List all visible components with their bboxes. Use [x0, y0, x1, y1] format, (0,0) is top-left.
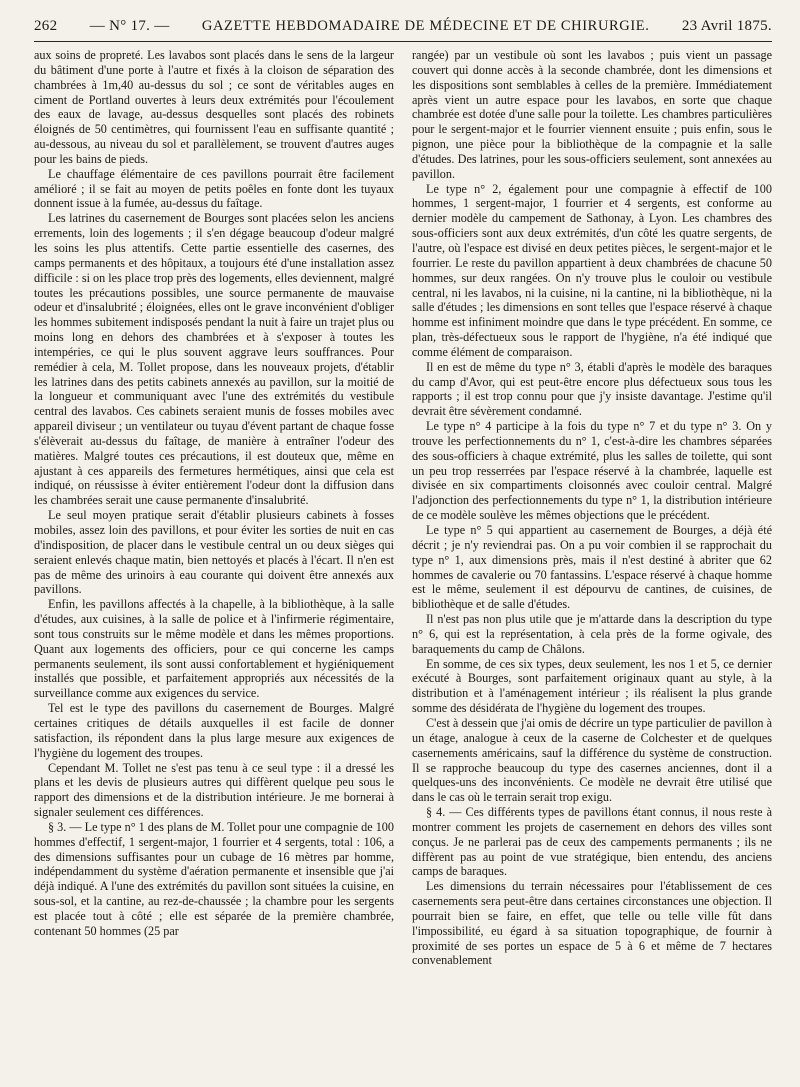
paragraph: Le type n° 5 qui appartient au casernement de Bourges, a déjà été décrit ; je n'y reviendrai pas. On a pu voir combien il se rapprochait du type n° 1, aux dimensions près, mais il n'est destiné à abriter que 62 hommes de cavalerie ou 70 fantassins. L'espace réservé à chaque homme est le même, seulement il est dépourvu de cantines, de cuisines, de bibliothèque et de salle d'études. — [412, 523, 772, 612]
paragraph: Le chauffage élémentaire de ces pavillons pourrait être facilement amélioré ; il se fait au moyen de petits poêles en fonte dont les tuyaux donnent issue à la fumée, au-dessus du faîtage. — [34, 166, 394, 211]
paragraph: Le type n° 2, également pour une compagnie à effectif de 100 hommes, 1 sergent-major, 1 fourrier et 4 sergents, est conforme au dernier modèle du campement de Sathonay, à Lyon. Les chambres des sous-officiers sont aux deux extrémités, d'un côté les quatre sergents, de l'autre, où l'espace est divisé en deux petites pièces, le sergent-major et le fourrier. Le reste du pavillon appartient à deux chambrées de chacune 50 hommes, sur deux rangées. On n'y trouve plus le couloir ou vestibule central, ni les lavabos, ni la cuisine, ni la cantine, ni la bibliothèque, ni la salle d'études ; les dimensions en sont telles que l'espace réservé à chaque homme est infiniment moindre que dans le type précédent. En somme, ce plan, très-défectueux sous le rapport de l'hygiène, n'a été indiqué que comme élément de comparaison. — [412, 181, 772, 359]
paragraph: Le seul moyen pratique serait d'établir plusieurs cabinets à fosses mobiles, assez loin des pavillons, et pour éviter les sorties de nuit en cas d'indisposition, de placer dans le vestibule central un ou deux sièges qui seraient enlevés chaque matin, bien nettoyés et placés à l'écart. Il n'en est pas de même des urinoirs à eau courante qui doivent être annexés aux pavillons. — [34, 508, 394, 597]
paragraph: Les dimensions du terrain nécessaires pour l'établissement de ces casernements sera peut-être dans certaines circonstances une objection. Il pourrait bien se faire, en effet, que telle ou telle ville fût dans l'impossibilité, eu égard à sa situation topographique, de fournir à proximité de ses portes un espace de 5 à 6 et même de 7 hectares convenablement — [412, 879, 772, 968]
paragraph: § 4. — Ces différents types de pavillons étant connus, il nous reste à montrer comment les projets de casernement en dehors des villes sont conçus. Je ne parlerai pas de ceux des campements permanents ; ils ne diffèrent pas au point de vue stratégique, bien entendu, des anciens camps de baraques. — [412, 805, 772, 879]
right-column — [412, 48, 772, 1078]
paragraph: En somme, de ces six types, deux seulement, les nos 1 et 5, ce dernier exécuté à Bourges, sont parfaitement originaux quant au style, à la distribution et à l'aménagement intérieur ; ils réalisent la plus grande somme des désidérata de l'hygiène du logement des troupes. — [412, 656, 772, 716]
page-header — [34, 18, 772, 42]
issue-date: 23 Avril 1875. — [681, 18, 772, 34]
text-columns — [34, 48, 772, 1078]
paragraph: aux soins de propreté. Les lavabos sont placés dans le sens de la largeur du bâtiment d'une porte à l'autre et fixés à la cloison de séparation des chambrées à 1m,40 au-dessus du sol ; ce sont de véritables auges en ciment de Portland ouvertes à leurs deux extrémités pour l'écoulement des eaux de lavage, au-dessus desquelles sont placés des robinets éloignés de 50 centimètres, qui fournissent l'eau en suffisante quantité ; au-dessous, au niveau du sol et parallèlement, se trouvent d'autres auges pour les bains de pieds. — [34, 48, 394, 166]
paragraph: C'est à dessein que j'ai omis de décrire un type particulier de pavillon à un étage, analogue à ceux de la caserne de Colchester et de quelques casernements américains, sauf la différence du système de construction. Il se rapproche beaucoup du type des casernes anciennes, dont il a quelques-uns des inconvénients. Ce modèle ne devrait être utilisé que dans le cas où le terrain serait trop exigu. — [412, 715, 772, 805]
paragraph: § 3. — Le type n° 1 des plans de M. Tollet pour une compagnie de 100 hommes d'effectif, 1 sergent-major, 1 fourrier et 4 sergents, total : 106, a des dimensions suffisantes pour un cubage de 16 mètres par homme, indépendamment du système d'aération permanente et insensible que j'ai déjà indiqué. A l'une des extrémités du pavillon sont situées la cuisine, en sous-sol, et la cantine, au rez-de-chaussée ; la chambre pour les sergents est placée tout à côté ; elle est séparée de la première chambrée, contenant 50 hommes (25 par — [34, 819, 394, 938]
paragraph: Le type n° 4 participe à la fois du type n° 7 et du type n° 3. On y trouve les perfectionnements du n° 1, c'est-à-dire les chambres séparées des sous-officiers à chaque extrémité, plus les salles de toilette, qui sont un peu trop resserrées par l'espace réservé à la chambrée, laquelle est divisée en six compartiments cloisonnés avec couloir central. Malgré l'adjonction des perfectionnements du type n° 1, la distribution intérieure de ce modèle soulève les mêmes objections que le précédent. — [412, 419, 772, 523]
paragraph: rangée) par un vestibule où sont les lavabos ; puis vient un passage couvert qui donne accès à la seconde chambrée, dont les dimensions et les dispositions sont semblables à celles de la première. Immédiatement après vient un autre espace pour les lavabos, en sorte que chaque chambrée est dotée d'une salle pour la toilette. Les chambres particulières pour le sergent-major et le fourrier viennent ensuite ; puis enfin, sous le pignon, une pièce pour la bibliothèque de la compagnie et la salle d'études. Des latrines, pour les sous-officiers seulement, sont annexées au pavillon. — [412, 48, 772, 181]
paragraph: Cependant M. Tollet ne s'est pas tenu à ce seul type : il a dressé les plans et les devis de plusieurs autres qui diffèrent quelque peu sous le rapport des dimensions et de la distribution intérieure. Je me bornerai à signaler seulement ces différences. — [34, 760, 394, 820]
paragraph: Tel est le type des pavillons du casernement de Bourges. Malgré certaines critiques de détails auxquelles il est facile de donner satisfaction, ils répondent dans la plus large mesure aux exigences de l'hygiène du logement des troupes. — [34, 701, 394, 760]
paragraph: Il en est de même du type n° 3, établi d'après le modèle des baraques du camp d'Avor, qui est peut-être encore plus défectueux sous tous les rapports ; il est trop connu pour que j'y insiste davantage. J'estime qu'il devrait être sévèrement condamné. — [412, 359, 772, 419]
page-number: 262 — [34, 18, 58, 34]
paragraph: Les latrines du casernement de Bourges sont placées selon les anciens errements, loin des logements ; il s'en dégage beaucoup d'odeur malgré les soins les plus attentifs. Cette partie essentielle des casernes, des camps permanents et des hôpitaux, a toujours été d'une installation assez difficile : si on les place trop près des logements, elles deviennent, malgré toutes les précautions possibles, une source permanente de mauvaise odeur et d'insalubrité ; éloignées, elles ont le grave inconvénient d'obliger les hommes subitement indisposés pendant la nuit à faire un trajet plus ou moins long en dehors des chambrées et à s'exposer à toutes les intempéries, ce qui le plus souvent aggrave leurs souffrances. Pour remédier à cela, M. Tollet propose, dans les nouveaux projets, d'établir les latrines dans des petits cabinets annexés au pavillon, sur la moitié de la longueur et communiquant avec l'une des extrémités du vestibule central des lavabos. Ces cabinets seraient munis de fosses mobiles avec appareil diviseur ; un ventilateur ou tuyau d'évent partant de chaque fosse s'élèverait au-dessus du faîtage, de manière à entraîner l'odeur des matières. Malgré toutes ces précautions, il est douteux que, même en ajustant à ces appareils des fermetures hermétiques, ainsi que cela est indiqué, on réussisse à éviter entièrement l'odeur dont la diffusion dans les chambrées serait une cause permanente d'insalubrité. — [34, 211, 394, 508]
paragraph: Il n'est pas non plus utile que je m'attarde dans la description du type n° 6, qui est la représentation, à cela près de la forme ogivale, des baraquements du camp de Châlons. — [412, 612, 772, 656]
left-column — [34, 48, 394, 1078]
issue-number: — N° 17. — — [89, 18, 170, 34]
journal-title: GAZETTE HEBDOMADAIRE DE MÉDECINE ET DE CHIRURGIE. — [201, 18, 650, 34]
paragraph: Enfin, les pavillons affectés à la chapelle, à la bibliothèque, à la salle d'études, aux cuisines, à la salle de police et à l'infirmerie régimentaire, sont tous construits sur le même modèle et dans les mêmes proportions. Quant aux logements des officiers, pour ce qui concerne les camps permanents seulement, ils sont aussi confortablement et hygiéniquement installés que possible, et parfaitement appropriés aux nécessités de la surveillance comme aux exigences du service. — [34, 597, 394, 701]
